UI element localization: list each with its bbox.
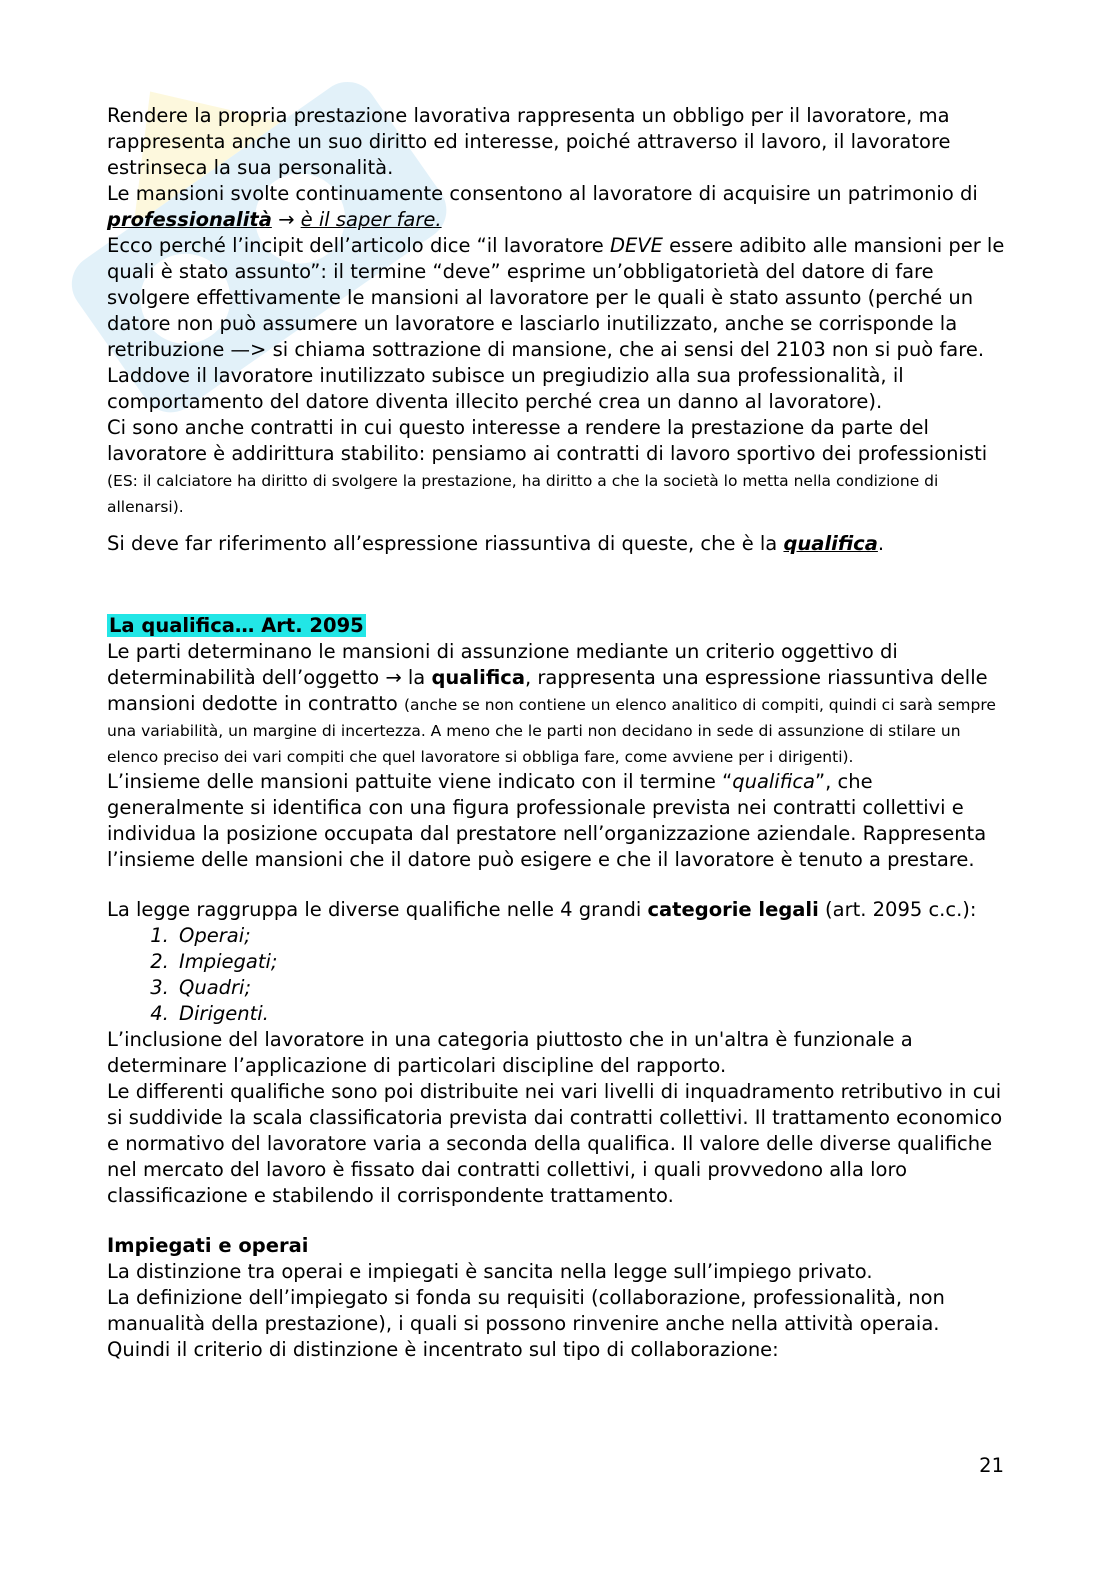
paragraph: La legge raggruppa le diverse qualifiche nelle 4 grandi categorie legali (art. 2095 c.c.): (107, 898, 977, 921)
paragraph: Le parti determinano le mansioni di assunzione mediante un criterio oggettivo di determinabilità dell’oggetto → la qualifica, rappresenta una espressione riassuntiva delle mansioni dedotte in contratto (anche se non contiene un elenco analitico di compiti, quindi ci sarà sempre una variabilità, un margine di incertezza. A meno che le parti non decidano in sede di assunzione di stilare un elenco preciso dei vari compiti che quel lavoratore si obbliga fare, come avviene per i dirigenti). (107, 640, 996, 766)
categories-list (107, 923, 1007, 1027)
paragraph: Le differenti qualifiche sono poi distribuite nei vari livelli di inquadramento retributivo in cui si suddivide la scala classificatoria prevista dai contratti collettivi. Il trattamento economico e normativo del lavoratore varia a seconda della qualifica. Il valore delle diverse qualifiche nel mercato del lavoro è fissato dai contratti collettivi, i quali provvedono alla loro classificazione e stabilendo il corrispondente trattamento. (107, 1080, 1003, 1207)
list-item: 1. Operai; (175, 923, 1007, 949)
paragraph: Le mansioni svolte continuamente consentono al lavoratore di acquisire un patrimonio di professionalità → è il saper fare. (107, 182, 978, 231)
section-heading: Impiegati e operai (107, 1234, 309, 1257)
paragraph: L’insieme delle mansioni pattuite viene indicato con il termine “qualifica”, che generalmente si identifica con una figura professionale prevista nei contratti collettivi e individua la posizione occupata dal prestatore nell’organizzazione aziendale. Rappresenta l’insieme delle mansioni che il datore può esigere e che il lavoratore è tenuto a prestare. (107, 770, 987, 871)
list-item: 4. Dirigenti. (175, 1001, 1007, 1027)
list-item: 3. Quadri; (175, 975, 1007, 1001)
qualifica-term: qualifica (783, 532, 878, 555)
paragraph: Ci sono anche contratti in cui questo interesse a rendere la prestazione da parte del lavoratore è addirittura stabilito: pensiamo ai contratti di lavoro sportivo dei professionisti (ES: il calciatore ha diritto di svolgere la prestazione, ha diritto a che la società lo metta nella condizione di allenarsi). (107, 416, 988, 516)
paragraph: L’inclusione del lavoratore in una categoria piuttosto che in un'altra è funzionale a determinare l’applicazione di particolari discipline del rapporto. (107, 1028, 913, 1077)
paragraph: La definizione dell’impiegato si fonda su requisiti (collaborazione, professionalità, non manualità della prestazione), i quali si possono rinvenire anche nella attività operaia. (107, 1286, 945, 1335)
page-number: 21 (979, 1454, 1004, 1477)
list-item: 2. Impiegati; (175, 949, 1007, 975)
paragraph: Si deve far riferimento all’espressione riassuntiva di queste, che è la qualifica. (107, 532, 885, 555)
professionalita-term: professionalità (107, 208, 272, 231)
document-body (107, 103, 1007, 1363)
paragraph: Rendere la propria prestazione lavorativa rappresenta un obbligo per il lavoratore, ma rappresenta anche un suo diritto ed interesse, poiché attraverso il lavoro, il lavoratore estrinseca la sua personalità. (107, 104, 951, 179)
paragraph: La distinzione tra operai e impiegati è sancita nella legge sull’impiego privato. (107, 1260, 873, 1283)
paragraph: Ecco perché l’incipit dell’articolo dice “il lavoratore DEVE essere adibito alle mansioni per le quali è stato assunto”: il termine “deve” esprime un’obbligatorietà del datore di fare svolgere effettivamente le mansioni al lavoratore per le quali è stato assunto (perché un datore non può assumere un lavoratore e lasciarlo inutilizzato, anche se corrisponde la retribuzione —> si chiama sottrazione di mansione, che ai sensi del 2103 non si può fare. Laddove il lavoratore inutilizzato subisce un pregiudizio alla sua professionalità, il comportamento del datore diventa illecito perché crea un danno al lavoratore). (107, 234, 1005, 413)
paragraph: Quindi il criterio di distinzione è incentrato sul tipo di collaborazione: (107, 1338, 779, 1361)
section-heading: La qualifica… Art. 2095 (109, 614, 364, 637)
